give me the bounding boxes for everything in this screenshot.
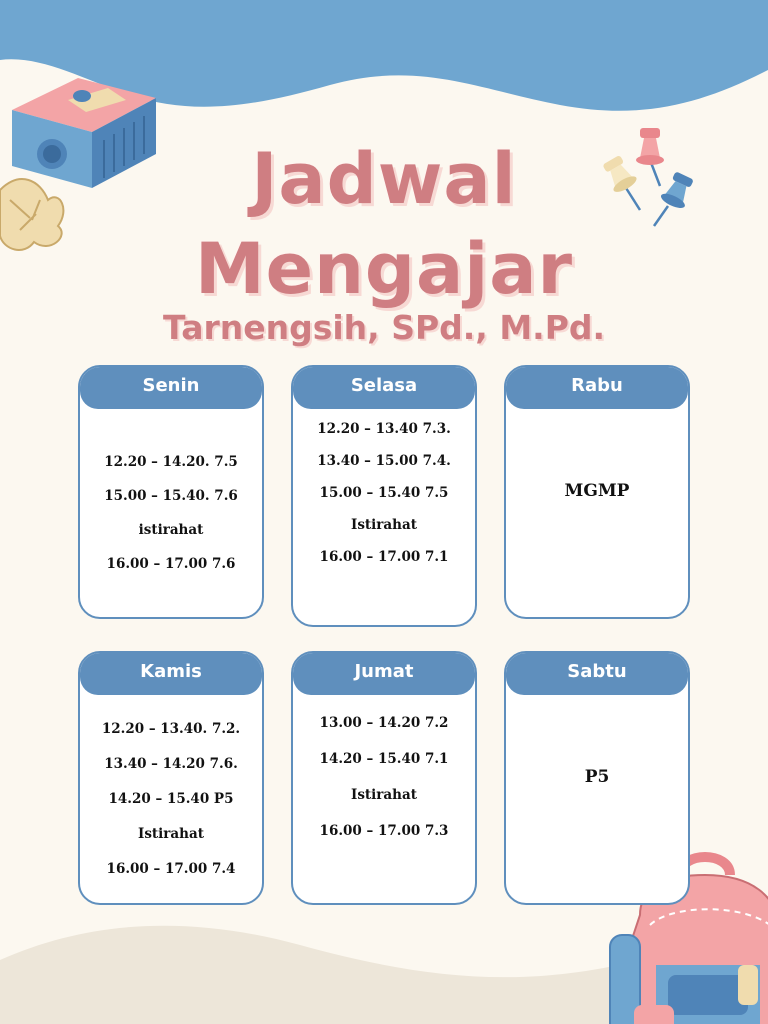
schedule-list <box>80 409 262 617</box>
day-name: Jumat <box>293 653 475 695</box>
schedule-line: istirahat <box>138 522 204 538</box>
schedule-line: 13.00 – 14.20 7.2 <box>319 715 449 731</box>
schedule-line: P5 <box>584 767 610 787</box>
schedule-line: 14.20 – 15.40 P5 <box>108 791 234 807</box>
schedule-list <box>293 409 475 625</box>
schedule-list <box>506 695 688 903</box>
day-name: Selasa <box>293 367 475 409</box>
schedule-list <box>293 695 475 903</box>
schedule-line: 15.00 – 15.40. 7.6 <box>104 488 238 504</box>
schedule-line: 13.40 – 14.20 7.6. <box>104 756 238 772</box>
day-card-rabu <box>504 365 690 619</box>
title-line-2: Mengajar <box>194 228 574 310</box>
schedule-line: 12.20 – 13.40. 7.2. <box>101 721 241 737</box>
day-name: Rabu <box>506 367 688 409</box>
schedule-list <box>80 695 262 903</box>
schedule-line: 13.40 – 15.00 7.4. <box>317 453 451 469</box>
schedule-line: MGMP <box>564 481 630 501</box>
day-card-selasa <box>291 365 477 627</box>
day-card-kamis <box>78 651 264 905</box>
day-name: Senin <box>80 367 262 409</box>
schedule-line: 16.00 – 17.00 7.1 <box>319 549 449 565</box>
day-name: Sabtu <box>506 653 688 695</box>
schedule-line: 16.00 – 17.00 7.3 <box>319 823 449 839</box>
teacher-name: Tarnengsih, SPd., M.Pd. <box>162 308 606 347</box>
schedule-line: 12.20 – 13.40 7.3. <box>317 421 451 437</box>
schedule-line: 15.00 – 15.40 7.5 <box>319 485 449 501</box>
schedule-list <box>506 409 688 617</box>
schedule-line: 16.00 – 17.00 7.4 <box>106 861 236 877</box>
day-card-sabtu <box>504 651 690 905</box>
schedule-line: 12.20 – 14.20. 7.5 <box>104 454 238 470</box>
schedule-line: 16.00 – 17.00 7.6 <box>106 556 236 572</box>
schedule-line: 14.20 – 15.40 7.1 <box>319 751 449 767</box>
title-line-1: Jadwal <box>251 138 517 220</box>
schedule-line: Istirahat <box>351 517 417 533</box>
day-card-senin <box>78 365 264 619</box>
day-name: Kamis <box>80 653 262 695</box>
schedule-line: Istirahat <box>138 826 204 842</box>
day-card-jumat <box>291 651 477 905</box>
schedule-line: Istirahat <box>351 787 417 803</box>
